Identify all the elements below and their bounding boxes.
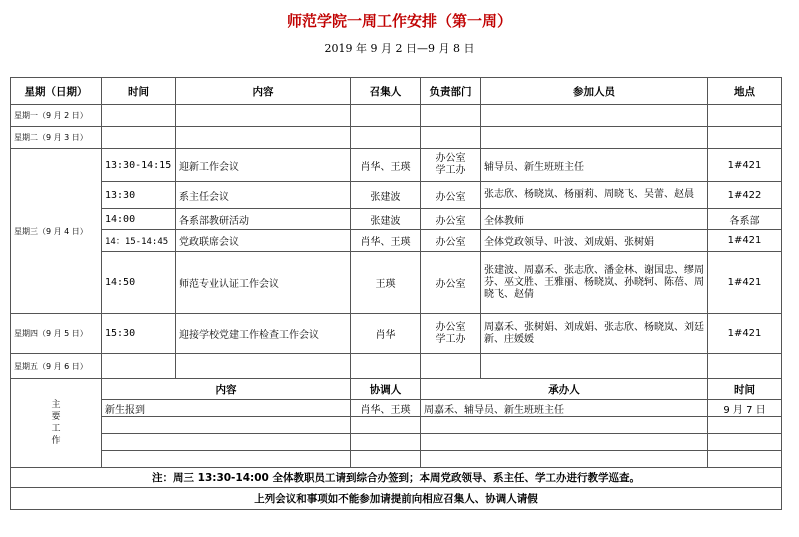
schedule-table [10, 77, 782, 510]
work-row [11, 400, 782, 417]
table-row [11, 105, 782, 127]
event-dept: 办公室 [421, 209, 481, 230]
event-participants: 全体党政领导、叶波、刘成娟、张树娟 [481, 230, 708, 252]
event-content: 党政联席会议 [176, 230, 351, 252]
work-row [11, 451, 782, 468]
work-undertaker: 周嘉禾、辅导员、新生班班主任 [421, 400, 708, 417]
event-convener: 王瑛 [351, 252, 421, 314]
header-row [11, 78, 782, 105]
event-location: 1#421 [708, 230, 782, 252]
event-content: 迎接学校党建工作检查工作会议 [176, 314, 351, 354]
table-row [11, 354, 782, 379]
event-content: 迎新工作会议 [176, 149, 351, 182]
event-convener: 张建波 [351, 209, 421, 230]
work-header-row [11, 379, 782, 400]
event-location: 1#421 [708, 149, 782, 182]
note-row [11, 488, 782, 510]
work-header-undertaker: 承办人 [421, 379, 708, 400]
event-participants: 张建波、周嘉禾、张志欣、潘金林、谢国忠、缪周芬、巫文胜、王雅丽、杨晓岚、孙晓轲、陈蓓、周晓飞、赵倩 [481, 252, 708, 314]
event-time: 13:30-14:15 [102, 149, 176, 182]
event-dept: 办公室 学工办 [421, 149, 481, 182]
event-time: 13:30 [102, 182, 176, 209]
header-participants: 参加人员 [481, 78, 708, 105]
event-participants: 周嘉禾、张树娟、刘成娟、张志欣、杨晓岚、刘廷新、庄媛媛 [481, 314, 708, 354]
event-content: 系主任会议 [176, 182, 351, 209]
page-title: 师范学院一周工作安排（第一周） [286, 12, 512, 30]
date-range: 2019 年 9 月 2 日—9 月 8 日 [324, 42, 475, 55]
event-location: 1#421 [708, 252, 782, 314]
table-row [11, 127, 782, 149]
note-line-1: 注：周三 13:30-14:00 全体教职员工请到综合办签到；本周党政领导、系主任、学工办进行教学巡查。 [11, 468, 782, 488]
note-row [11, 468, 782, 488]
event-dept: 办公室 [421, 230, 481, 252]
event-location: 1#422 [708, 182, 782, 209]
header-time: 时间 [102, 78, 176, 105]
event-dept: 办公室 [421, 252, 481, 314]
day-label: 星期四（9 月 5 日） [11, 314, 102, 354]
event-convener: 张建波 [351, 182, 421, 209]
work-coordinator: 肖华、王瑛 [351, 400, 421, 417]
work-row [11, 417, 782, 434]
work-time: 9 月 7 日 [708, 400, 782, 417]
work-header-content: 内容 [102, 379, 351, 400]
event-content: 师范专业认证工作会议 [176, 252, 351, 314]
header-convener: 召集人 [351, 78, 421, 105]
event-location: 1#421 [708, 314, 782, 354]
event-dept: 办公室 [421, 182, 481, 209]
table-row [11, 314, 782, 354]
work-header-time: 时间 [708, 379, 782, 400]
event-convener: 肖华、王瑛 [351, 149, 421, 182]
event-participants: 辅导员、新生班班主任 [481, 149, 708, 182]
event-participants: 全体教师 [481, 209, 708, 230]
work-side-label [11, 379, 102, 468]
note-line-2: 上列会议和事项如不能参加请提前向相应召集人、协调人请假 [11, 488, 782, 510]
header-dept: 负责部门 [421, 78, 481, 105]
header-location: 地点 [708, 78, 782, 105]
table-row [11, 209, 782, 230]
table-row [11, 230, 782, 252]
event-time: 14:00 [102, 209, 176, 230]
day-label: 星期三（9 月 4 日） [11, 149, 102, 314]
table-row [11, 149, 782, 182]
work-row [11, 434, 782, 451]
event-content: 各系部教研活动 [176, 209, 351, 230]
work-content: 新生报到 [102, 400, 351, 417]
work-side-text: 主要工作 [51, 400, 61, 446]
event-dept: 办公室 学工办 [421, 314, 481, 354]
event-time: 14：15-14:45 [102, 230, 176, 252]
table-row [11, 182, 782, 209]
work-header-coordinator: 协调人 [351, 379, 421, 400]
table-row [11, 252, 782, 314]
day-label: 星期五（9 月 6 日） [11, 354, 102, 379]
event-location: 各系部 [708, 209, 782, 230]
header-day: 星期（日期） [11, 78, 102, 105]
event-participants: 张志欣、杨晓岚、杨丽莉、周晓飞、吴蕾、赵晨 [481, 182, 708, 209]
header-content: 内容 [176, 78, 351, 105]
event-time: 15:30 [102, 314, 176, 354]
event-convener: 肖华、王瑛 [351, 230, 421, 252]
event-convener: 肖华 [351, 314, 421, 354]
event-time: 14:50 [102, 252, 176, 314]
day-label: 星期二（9 月 3 日） [11, 127, 102, 149]
day-label: 星期一（9 月 2 日） [11, 105, 102, 127]
